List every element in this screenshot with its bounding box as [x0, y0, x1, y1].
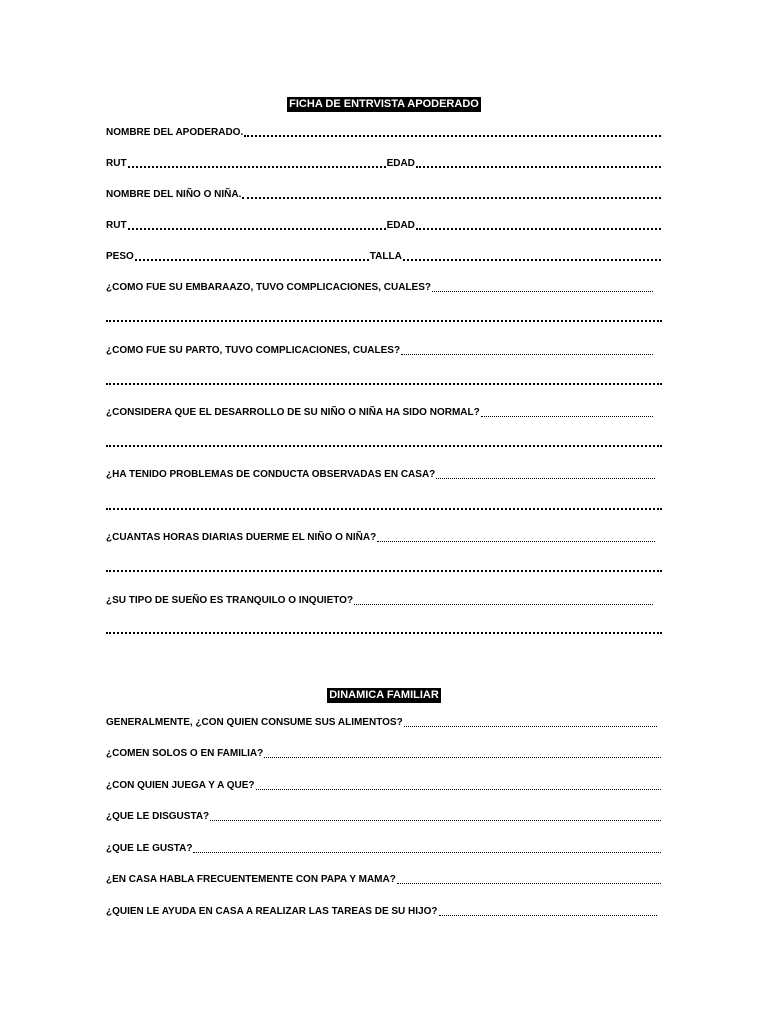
question-label: ¿EN CASA HABLA FRECUENTEMENTE CON PAPA Y MAMA?: [106, 874, 396, 885]
answer-blank[interactable]: [436, 478, 655, 479]
peso-label: PESO: [106, 251, 134, 262]
talla-label: TALLA: [369, 251, 402, 262]
question-label: ¿QUIEN LE AYUDA EN CASA A REALIZAR LAS TAREAS DE SU HIJO?: [106, 906, 438, 917]
answer-blank[interactable]: [481, 416, 653, 417]
answer-blank[interactable]: [401, 354, 653, 355]
dinamica-familiar-title: [0, 685, 768, 703]
answer-blank[interactable]: [377, 541, 655, 542]
question-habla-papa-mama[interactable]: [106, 871, 662, 887]
answer-line[interactable]: [106, 445, 662, 447]
answer-blank[interactable]: [432, 291, 653, 292]
question-disgusta[interactable]: [106, 808, 662, 824]
edad-blank[interactable]: [416, 166, 661, 168]
question-parto[interactable]: [106, 342, 654, 358]
question-tipo-sueno[interactable]: [106, 592, 654, 608]
question-ayuda-tareas[interactable]: [106, 903, 658, 919]
question-label: ¿QUE LE GUSTA?: [106, 843, 193, 854]
question-label: ¿COMO FUE SU EMBARAAZO, TUVO COMPLICACIONES, CUALES?: [106, 282, 431, 293]
form-title-text: FICHA DE ENTRVISTA APODERADO: [289, 98, 479, 110]
answer-blank[interactable]: [404, 726, 657, 727]
answer-blank[interactable]: [264, 757, 661, 758]
rut-edad-row-1[interactable]: [106, 155, 662, 171]
question-gusta[interactable]: [106, 840, 662, 856]
rut-label: RUT: [106, 220, 127, 231]
answer-blank[interactable]: [193, 852, 661, 853]
answer-blank[interactable]: [210, 820, 661, 821]
answer-line[interactable]: [106, 632, 662, 634]
edad-blank[interactable]: [416, 228, 661, 230]
question-label: ¿COMEN SOLOS O EN FAMILIA?: [106, 748, 264, 759]
question-juega[interactable]: [106, 777, 662, 793]
question-horas-sueno[interactable]: [106, 529, 656, 545]
question-conducta[interactable]: [106, 466, 656, 482]
answer-blank[interactable]: [242, 197, 661, 199]
answer-line[interactable]: [106, 570, 662, 572]
answer-blank[interactable]: [354, 604, 653, 605]
question-comen-familia[interactable]: [106, 745, 662, 761]
answer-line[interactable]: [106, 320, 662, 322]
peso-talla-row[interactable]: [106, 248, 662, 264]
nombre-nino-label: NOMBRE DEL NIÑO O NIÑA.: [106, 189, 242, 200]
form-title: [0, 94, 768, 112]
question-label: ¿SU TIPO DE SUEÑO ES TRANQUILO O INQUIETO?: [106, 595, 354, 606]
edad-label: EDAD: [386, 220, 415, 231]
rut-blank[interactable]: [128, 166, 386, 168]
rut-edad-row-2[interactable]: [106, 217, 662, 233]
answer-blank[interactable]: [439, 915, 657, 916]
question-label: GENERALMENTE, ¿CON QUIEN CONSUME SUS ALIMENTOS?: [106, 717, 403, 728]
dinamica-familiar-title-text: DINAMICA FAMILIAR: [329, 689, 439, 701]
edad-label: EDAD: [386, 158, 415, 169]
peso-blank[interactable]: [135, 259, 369, 261]
nombre-nino-field[interactable]: [106, 186, 662, 202]
question-label: ¿COMO FUE SU PARTO, TUVO COMPLICACIONES, CUALES?: [106, 345, 401, 356]
question-label: ¿HA TENIDO PROBLEMAS DE CONDUCTA OBSERVADAS EN CASA?: [106, 469, 436, 480]
question-label: ¿QUE LE DISGUSTA?: [106, 811, 210, 822]
answer-blank[interactable]: [244, 135, 661, 137]
question-desarrollo[interactable]: [106, 404, 654, 420]
answer-blank[interactable]: [397, 883, 661, 884]
talla-blank[interactable]: [403, 259, 661, 261]
answer-blank[interactable]: [256, 789, 661, 790]
rut-label: RUT: [106, 158, 127, 169]
nombre-apoderado-field[interactable]: [106, 124, 662, 140]
question-alimentos[interactable]: [106, 714, 658, 730]
question-label: ¿CUANTAS HORAS DIARIAS DUERME EL NIÑO O NIÑA?: [106, 532, 377, 543]
answer-line[interactable]: [106, 383, 662, 385]
question-label: ¿CON QUIEN JUEGA Y A QUE?: [106, 780, 255, 791]
answer-line[interactable]: [106, 508, 662, 510]
question-embarazo[interactable]: [106, 279, 654, 295]
nombre-apoderado-label: NOMBRE DEL APODERADO.: [106, 127, 244, 138]
rut-blank[interactable]: [128, 228, 386, 230]
question-label: ¿CONSIDERA QUE EL DESARROLLO DE SU NIÑO O NIÑA HA SIDO NORMAL?: [106, 407, 480, 418]
